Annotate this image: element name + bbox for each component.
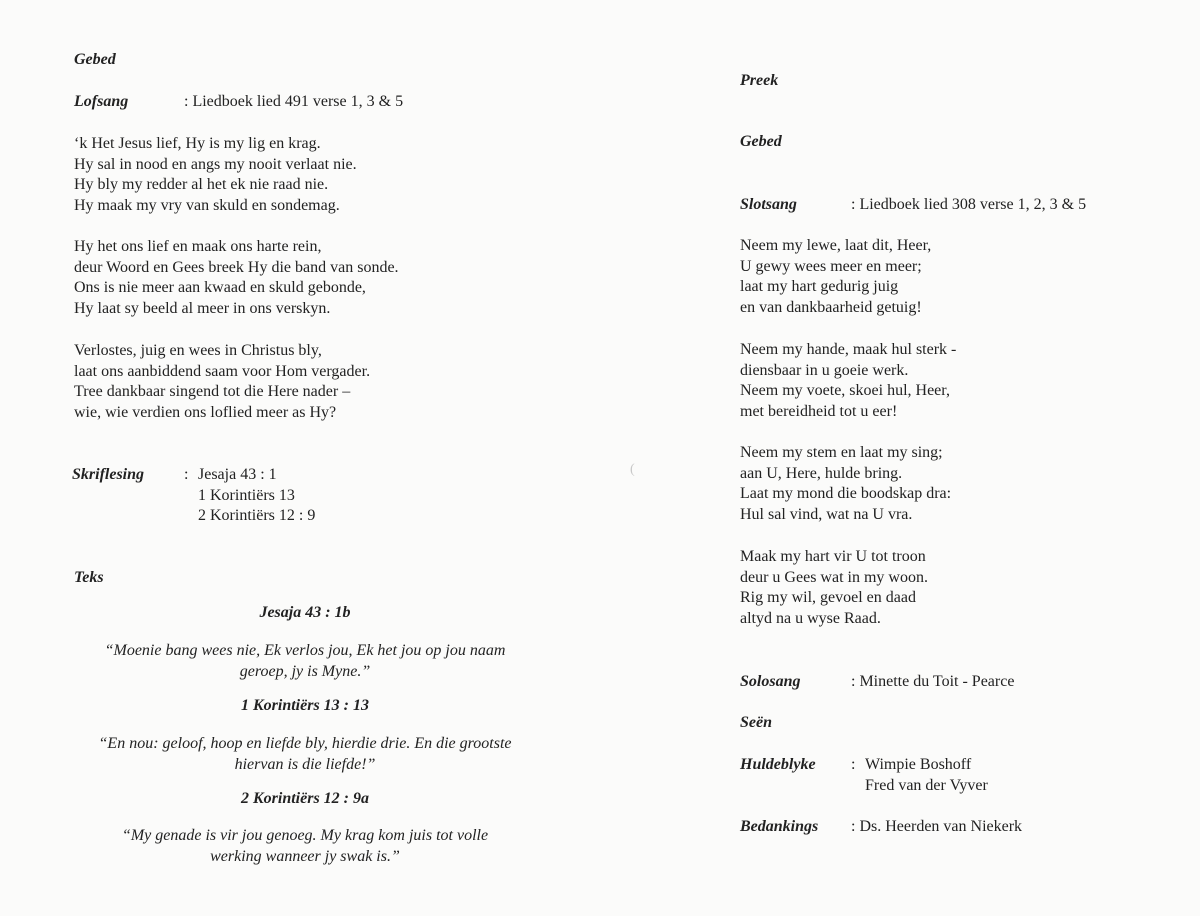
slotsang-heading: Slotsang — [740, 196, 797, 213]
preek-heading: Preek — [740, 72, 779, 89]
quote-line: “Moenie bang wees nie, Ek verlos jou, Ek het jou op jou naam — [104, 642, 506, 659]
skriflesing-colon: : — [184, 466, 189, 483]
teks-ref-2: 1 Korintiërs 13 : 13 — [240, 697, 369, 714]
lyric-line: Neem my stem en laat my sing; — [740, 444, 943, 461]
tribute-name: Wimpie Boshoff — [865, 756, 972, 773]
teks-ref-3: 2 Korintiërs 12 : 9a — [240, 790, 369, 807]
lyric-line: met bereidheid tot u eer! — [740, 402, 898, 420]
quote-line: geroep, jy is Myne.” — [239, 663, 371, 680]
solosang-heading: Solosang — [740, 673, 801, 690]
gebed-heading: Gebed — [74, 51, 116, 68]
teks-quote-3 — [60, 825, 550, 867]
lyric-line: Maak my hart vir U tot troon — [740, 548, 926, 565]
lyric-line: Hy maak my vry van skuld en sondemag. — [74, 196, 340, 214]
scripture-ref: 1 Korintiërs 13 — [198, 486, 295, 504]
skriflesing-refs — [198, 465, 315, 527]
huldeblyke-colon: : — [851, 756, 856, 773]
lofsang-heading: Lofsang — [74, 93, 129, 110]
quote-line: hiervan is die liefde!” — [234, 756, 376, 773]
lyric-line: altyd na u wyse Raad. — [740, 609, 881, 627]
bedankings-heading: Bedankings — [740, 818, 819, 835]
teks-ref-1: Jesaja 43 : 1b — [259, 604, 351, 621]
teks-quote-1 — [60, 640, 550, 682]
slotsang-stanza-2 — [740, 340, 956, 422]
solosang-detail: : Minette du Toit - Pearce — [851, 673, 1015, 690]
lyric-line: Laat my mond die boodskap dra: — [740, 485, 952, 503]
lyric-line: deur u Gees wat in my woon. — [740, 568, 928, 586]
lyric-line: laat my hart gedurig juig — [740, 278, 899, 296]
skriflesing-heading: Skriflesing — [72, 466, 145, 483]
quote-line: “En nou: geloof, hoop en liefde bly, hierdie drie. En die grootste — [98, 735, 512, 752]
gebed-heading-right: Gebed — [740, 133, 782, 150]
lofsang-stanza-1 — [74, 134, 357, 216]
lyric-line: Hy bly my redder al het ek nie raad nie. — [74, 176, 329, 194]
slotsang-stanza-1 — [740, 236, 931, 318]
lyric-line: U gewy wees meer en meer; — [740, 257, 922, 275]
huldeblyke-names — [865, 755, 988, 796]
quote-line: werking wanneer jy swak is.” — [210, 848, 400, 865]
teks-quote-2 — [60, 733, 550, 775]
lofsang-stanza-2 — [74, 237, 399, 319]
fold-mark: ( — [630, 462, 635, 477]
lyric-line: Neem my lewe, laat dit, Heer, — [740, 237, 932, 254]
lyric-line: wie, wie verdien ons loflied meer as Hy? — [74, 403, 337, 421]
lyric-line: Ons is nie meer aan kwaad en skuld gebonde, — [74, 279, 366, 297]
lyric-line: aan U, Here, hulde bring. — [740, 464, 903, 482]
lyric-line: diensbaar in u goeie werk. — [740, 361, 909, 379]
lofsang-detail: : Liedboek lied 491 verse 1, 3 & 5 — [184, 93, 404, 110]
slotsang-detail: : Liedboek lied 308 verse 1, 2, 3 & 5 — [851, 196, 1087, 213]
slotsang-stanza-3 — [740, 443, 951, 525]
right-page — [600, 0, 1200, 916]
lyric-line: Neem my voete, skoei hul, Heer, — [740, 382, 950, 400]
tribute-name: Fred van der Vyver — [865, 776, 988, 794]
lyric-line: Verlostes, juig en wees in Christus bly, — [74, 342, 322, 359]
lyric-line: Neem my hande, maak hul sterk - — [740, 341, 957, 358]
slotsang-stanza-4 — [740, 547, 928, 629]
quote-line: “My genade is vir jou genoeg. My krag kom juis tot volle — [121, 827, 489, 844]
seen-heading: Seën — [740, 714, 772, 731]
scripture-ref: Jesaja 43 : 1 — [198, 466, 277, 483]
scripture-ref: 2 Korintiërs 12 : 9 — [198, 507, 316, 525]
lyric-line: Hy sal in nood en angs my nooit verlaat nie. — [74, 155, 357, 173]
lyric-line: en van dankbaarheid getuig! — [740, 298, 922, 316]
lyric-line: Tree dankbaar singend tot die Here nader – — [74, 383, 351, 401]
teks-heading: Teks — [74, 569, 104, 586]
lyric-line: laat ons aanbiddend saam voor Hom vergader. — [74, 362, 371, 380]
lofsang-stanza-3 — [74, 341, 370, 423]
lyric-line: Hul sal vind, wat na U vra. — [740, 505, 913, 523]
lyric-line: Hy het ons lief en maak ons harte rein, — [74, 238, 322, 255]
lyric-line: Hy laat sy beeld al meer in ons verskyn. — [74, 299, 331, 317]
bedankings-detail: : Ds. Heerden van Niekerk — [851, 818, 1023, 835]
lyric-line: ‘k Het Jesus lief, Hy is my lig en krag. — [74, 135, 321, 152]
lyric-line: Rig my wil, gevoel en daad — [740, 589, 916, 607]
huldeblyke-heading: Huldeblyke — [740, 756, 816, 773]
lyric-line: deur Woord en Gees breek Hy die band van sonde. — [74, 258, 399, 276]
